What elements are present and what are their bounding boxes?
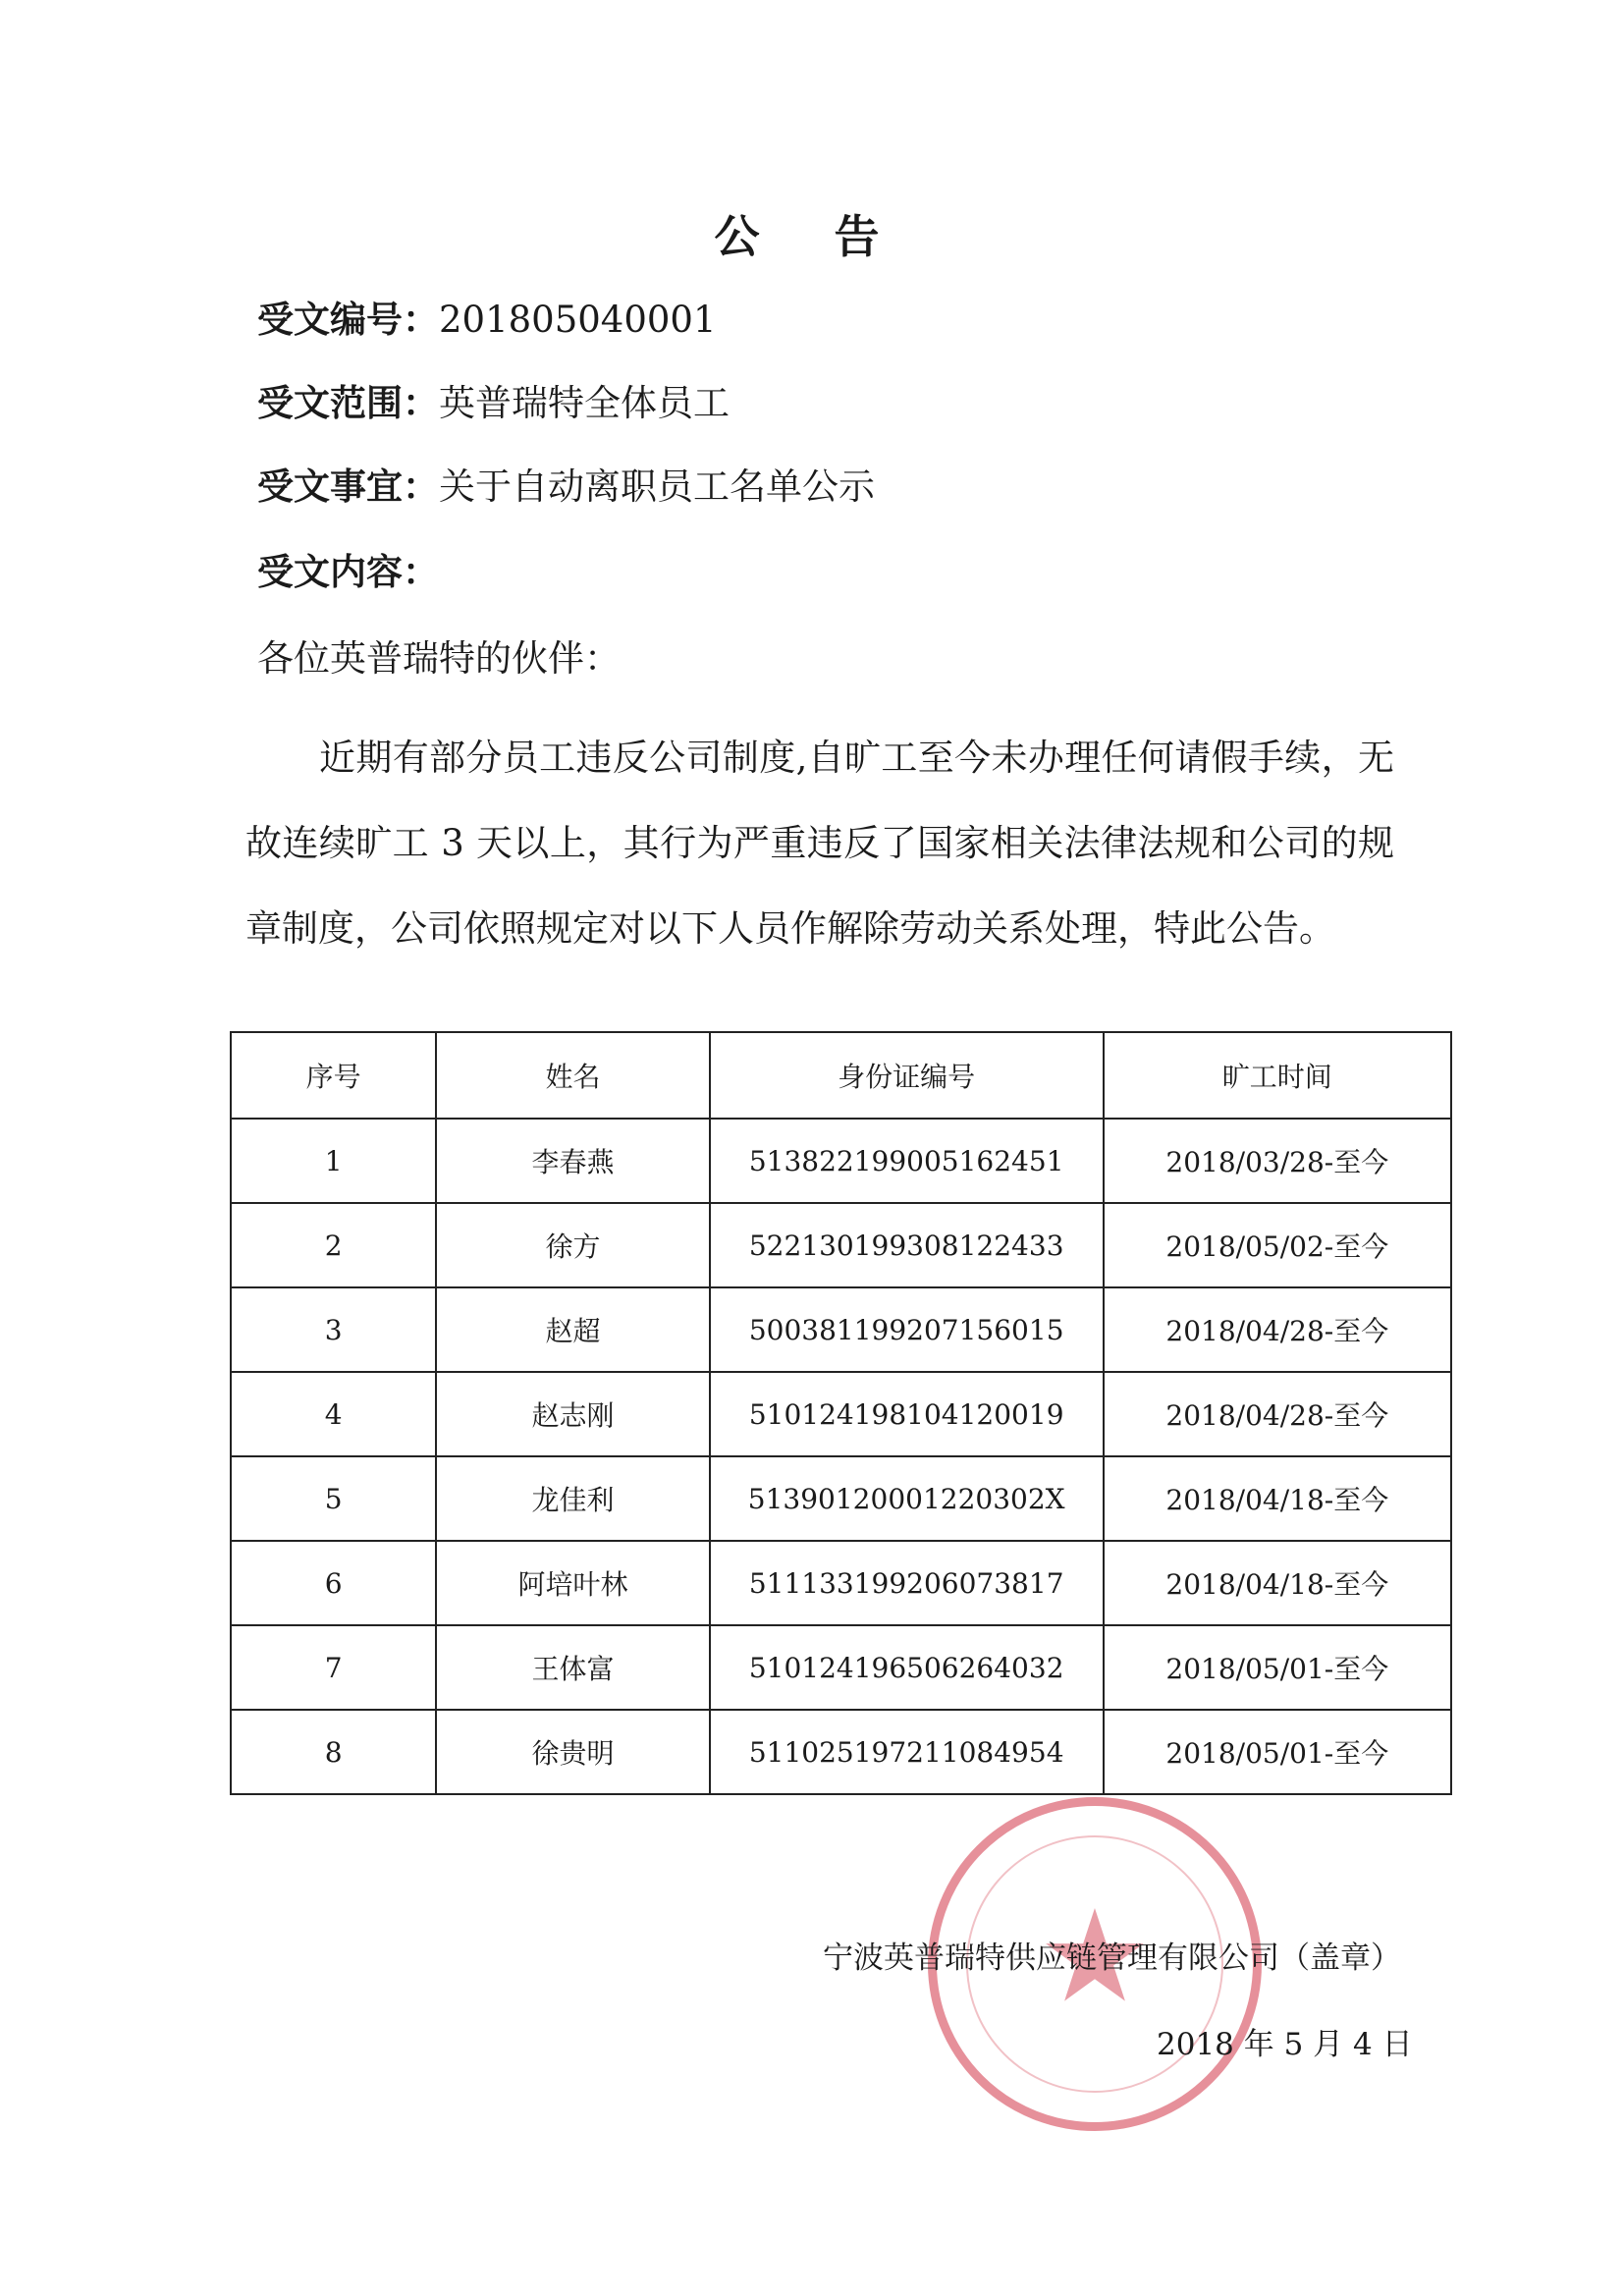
cell-absence-time: 2018/05/01-至今 — [1104, 1625, 1451, 1710]
cell-id-number: 51390120001220302X — [710, 1456, 1104, 1541]
cell-serial: 8 — [231, 1710, 436, 1794]
cell-name: 阿培叶林 — [436, 1541, 709, 1625]
cell-id-number: 522130199308122433 — [710, 1203, 1104, 1287]
cell-name: 徐贵明 — [436, 1710, 709, 1794]
cell-id-number: 510124198104120019 — [710, 1372, 1104, 1456]
cell-id-number: 500381199207156015 — [710, 1287, 1104, 1372]
cell-id-number: 513822199005162451 — [710, 1119, 1104, 1203]
header-absence-time: 旷工时间 — [1104, 1032, 1451, 1119]
document-number-line — [257, 290, 717, 343]
cell-name: 龙佳利 — [436, 1456, 709, 1541]
company-signature: 宁波英普瑞特供应链管理有限公司（盖章） — [823, 1941, 1401, 1976]
table-header-row — [231, 1032, 1451, 1119]
cell-name: 李春燕 — [436, 1119, 709, 1203]
header-id-number: 身份证编号 — [710, 1032, 1104, 1119]
cell-serial: 2 — [231, 1203, 436, 1287]
table-row — [231, 1541, 1451, 1625]
cell-absence-time: 2018/05/02-至今 — [1104, 1203, 1451, 1287]
cell-serial: 7 — [231, 1625, 436, 1710]
cell-absence-time: 2018/05/01-至今 — [1104, 1710, 1451, 1794]
cell-serial: 5 — [231, 1456, 436, 1541]
table-row — [231, 1287, 1451, 1372]
cell-serial: 4 — [231, 1372, 436, 1456]
document-number-label: 受文编号： — [257, 299, 439, 341]
table-row — [231, 1203, 1451, 1287]
header-name: 姓名 — [436, 1032, 709, 1119]
cell-name: 徐方 — [436, 1203, 709, 1287]
cell-serial: 3 — [231, 1287, 436, 1372]
cell-absence-time: 2018/03/28-至今 — [1104, 1119, 1451, 1203]
document-subject-label: 受文事宜： — [257, 465, 439, 508]
cell-serial: 6 — [231, 1541, 436, 1625]
greeting: 各位英普瑞特的伙伴： — [257, 637, 621, 680]
cell-absence-time: 2018/04/28-至今 — [1104, 1372, 1451, 1456]
document-subject-line — [257, 457, 875, 510]
cell-name: 赵超 — [436, 1287, 709, 1372]
document-scope-label: 受文范围： — [257, 382, 439, 424]
cell-id-number: 511133199206073817 — [710, 1541, 1104, 1625]
document-content-line — [257, 542, 439, 595]
cell-absence-time: 2018/04/28-至今 — [1104, 1287, 1451, 1372]
document-scope-value: 英普瑞特全体员工 — [439, 382, 730, 424]
document-subject-value: 关于自动离职员工名单公示 — [439, 465, 875, 508]
cell-id-number: 511025197211084954 — [710, 1710, 1104, 1794]
cell-name: 赵志刚 — [436, 1372, 709, 1456]
document-scope-line — [257, 373, 730, 426]
employee-table — [230, 1031, 1452, 1795]
document-date: 2018 年 5 月 4 日 — [1157, 2027, 1413, 2062]
table-row — [231, 1625, 1451, 1710]
cell-absence-time: 2018/04/18-至今 — [1104, 1541, 1451, 1625]
cell-id-number: 510124196506264032 — [710, 1625, 1104, 1710]
table-row — [231, 1710, 1451, 1794]
cell-absence-time: 2018/04/18-至今 — [1104, 1456, 1451, 1541]
document-content-label: 受文内容： — [257, 551, 439, 593]
table-row — [231, 1372, 1451, 1456]
announcement-body: 近期有部分员工违反公司制度,自旷工至今未办理任何请假手续，无故连续旷工 3 天以上，其行为严重违反了国家相关法律法规和公司的规章制度，公司依照规定对以下人员作解除劳动关系处理，特此公告。 — [245, 737, 1394, 950]
cell-serial: 1 — [231, 1119, 436, 1203]
cell-name: 王体富 — [436, 1625, 709, 1710]
header-serial: 序号 — [231, 1032, 436, 1119]
table-row — [231, 1456, 1451, 1541]
seal-star-icon: ★ — [1037, 1882, 1153, 2031]
document-number-value: 201805040001 — [439, 299, 717, 341]
document-title: 公 告 — [714, 210, 909, 263]
table-row — [231, 1119, 1451, 1203]
